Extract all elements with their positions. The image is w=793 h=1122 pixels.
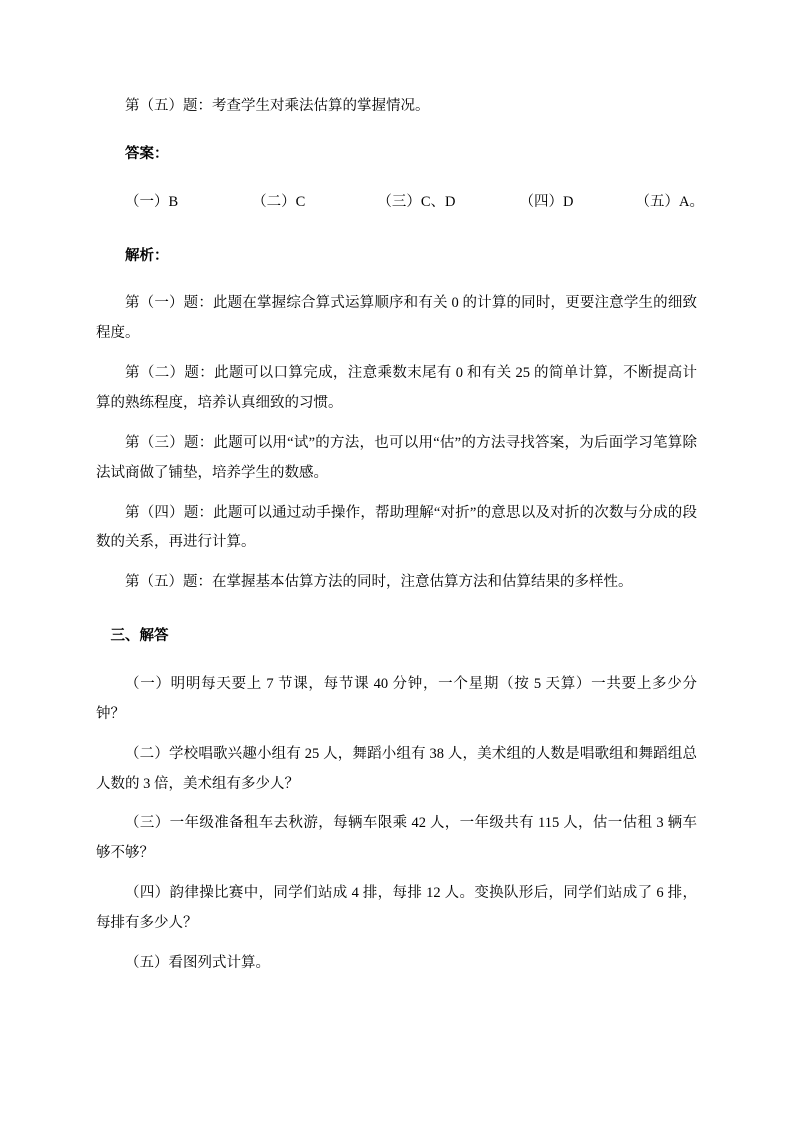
spacer [96, 281, 697, 289]
answer-value-2: C [295, 193, 306, 210]
answers-row [96, 188, 704, 218]
analysis-item-2: 第（二）题：此题可以口算完成，注意乘数末尾有 0 和有关 25 的简单计算，不断提高计算的熟练程度，培养认真细致的习惯。 [96, 365, 697, 412]
question-item-2: （二）学校唱歌兴趣小组有 25 人，舞蹈小组有 38 人，美术组的人数是唱歌组和舞蹈组总人数的 3 倍，美术组有多少人？ [96, 745, 697, 792]
spacer [96, 132, 697, 140]
analysis-intro-line: 第（五）题：考查学生对乘法估算的掌握情况。 [125, 98, 430, 114]
analysis-item-3: 第（三）题：此题可以用“试”的方法，也可以用“估”的方法寻找答案，为后面学习笔算除法试商做了铺垫，培养学生的数感。 [96, 434, 697, 481]
answer-value-1: B [168, 193, 179, 210]
answer-label-2: （二） [252, 193, 296, 210]
answer-value-5: A。 [678, 193, 704, 210]
section-heading-three: 三、解答 [110, 628, 169, 645]
question-item-4: （四）韵律操比赛中，同学们站成 4 排，每排 12 人。变换队形后，同学们站成了 6 排，每排有多少人？ [96, 885, 697, 932]
answer-value-3: C、D [420, 193, 456, 210]
analysis-item-1: 第（一）题：此题在掌握综合算式运算顺序和有关 0 的计算的同时，更要注意学生的细致程度。 [96, 295, 697, 342]
answer-value-4: D [563, 193, 574, 210]
spacer [96, 180, 697, 188]
spacer [96, 228, 697, 242]
spacer [96, 662, 697, 670]
question-item-5: （五）看图列式计算。 [125, 954, 270, 971]
analysis-item-4: 第（四）题：此题可以通过动手操作，帮助理解“对折”的意思以及对折的次数与分成的段数的关系，再进行计算。 [96, 504, 697, 551]
answer-label-4: （四） [519, 193, 563, 210]
spacer [96, 608, 697, 622]
question-item-3: （三）一年级准备租车去秋游，每辆车限乘 42 人，一年级共有 115 人，估一估租 3 辆车够不够？ [96, 815, 697, 862]
analysis-item-5: 第（五）题：在掌握基本估算方法的同时，注意估算方法和估算结果的多样性。 [125, 574, 633, 591]
answer-label-1: （一） [125, 193, 169, 210]
answers-heading: 答案： [125, 145, 169, 162]
answer-label-3: （三） [377, 193, 421, 210]
question-item-1: （一）明明每天要上 7 节课，每节课 40 分钟，一个星期（按 5 天算）一共要上多少分钟？ [96, 676, 697, 722]
answer-label-5: （五） [635, 193, 679, 210]
analysis-heading: 解析： [125, 247, 169, 264]
